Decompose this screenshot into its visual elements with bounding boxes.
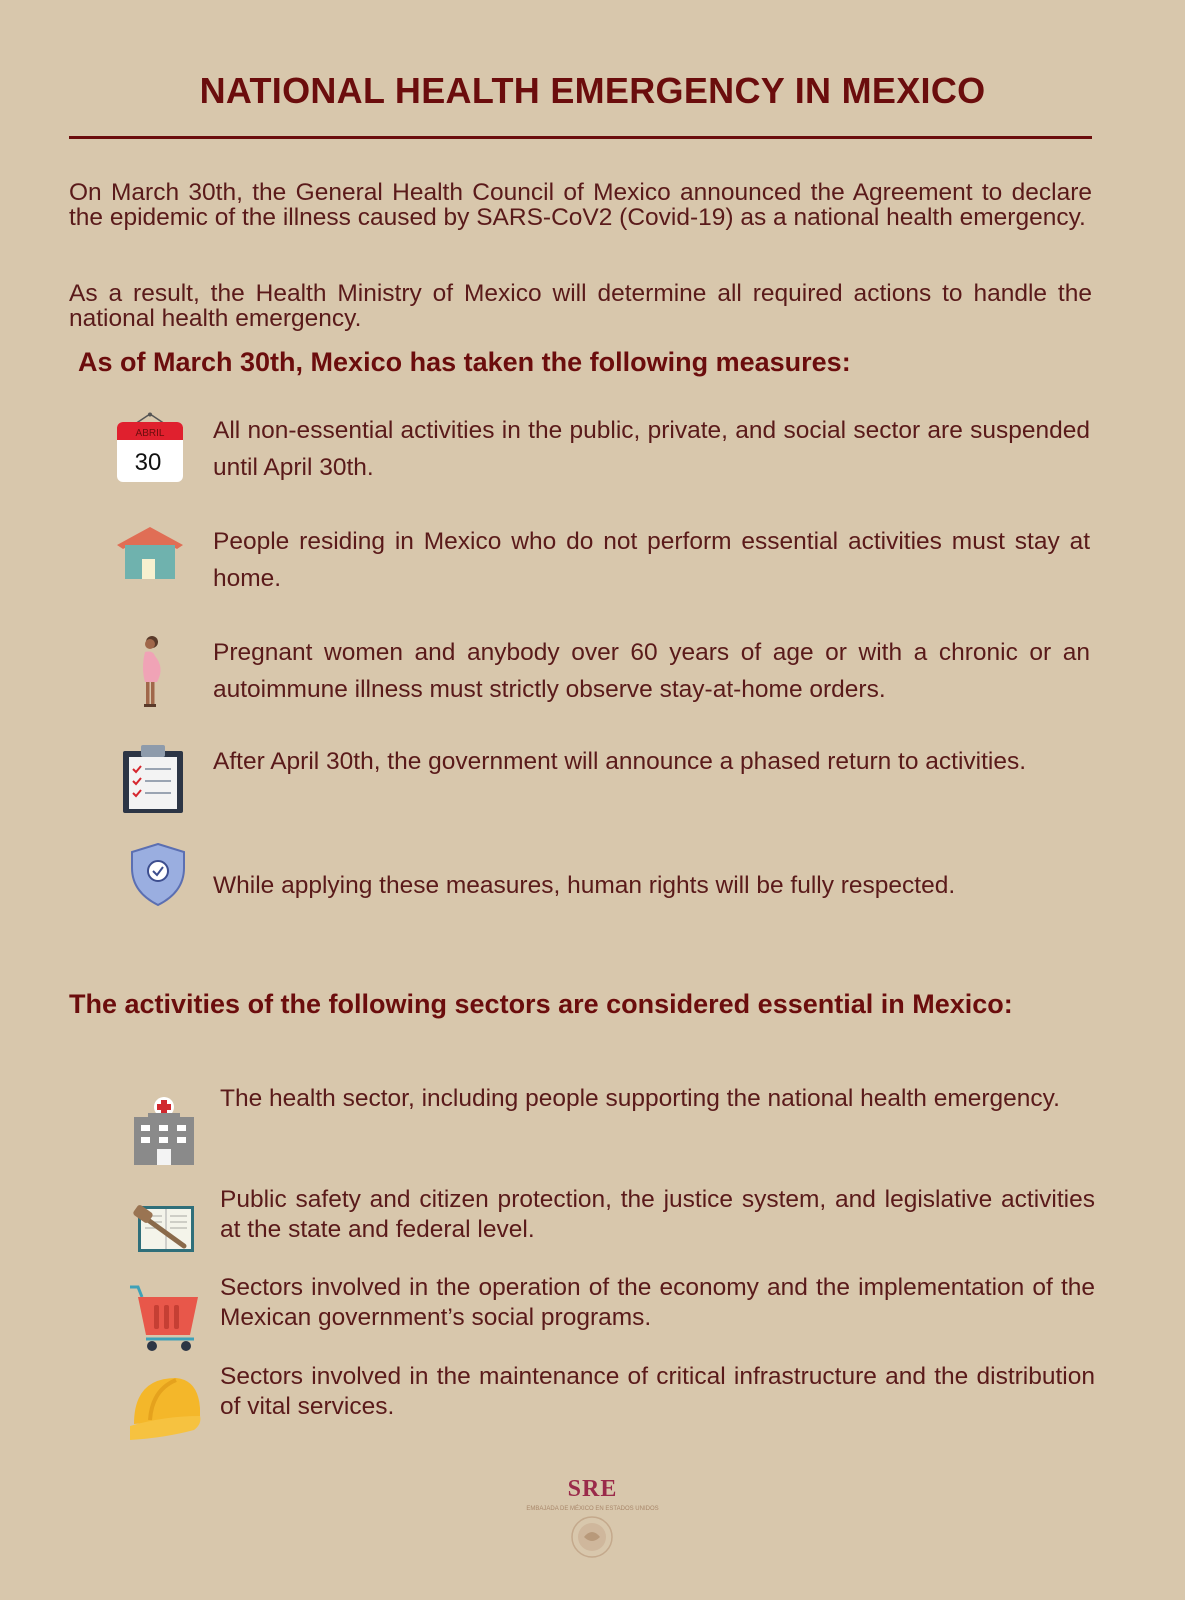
intro-paragraph-2: As a result, the Health Ministry of Mexico will determine all required actions to handle the national health emergency. [69, 280, 1092, 332]
calendar-day: 30 [134, 449, 162, 476]
sector-text: The health sector, including people supporting the national health emergency. [220, 1085, 1060, 1112]
measure-item [115, 412, 1090, 492]
measure-text: All non-essential activities in the public, private, and social sector are suspended until April 30th. [213, 417, 1090, 481]
intro-paragraph-1: On March 30th, the General Health Council of Mexico announced the Agreement to declare the epidemic of the illness caused by SARS-CoV2 (Covid-19) as a national health emergency. [69, 179, 1092, 231]
shield-check-icon [115, 843, 185, 923]
hospital-icon [128, 1095, 203, 1170]
calendar-icon [115, 412, 185, 492]
measure-text: After April 30th, the government will announce a phased return to activities. [213, 748, 1027, 775]
calendar-month: ABRIL [135, 428, 165, 439]
sector-text: Sectors involved in the operation of the economy and the implementation of the Mexican government’s social programs. [220, 1274, 1095, 1331]
hard-hat-icon [128, 1372, 203, 1447]
measure-item [115, 634, 1090, 714]
measure-text: While applying these measures, human rights will be fully respected. [213, 872, 956, 899]
measures-heading: As of March 30th, Mexico has taken the following measures: [78, 347, 851, 377]
clipboard-icon [115, 743, 185, 823]
sector-text: Public safety and citizen protection, the justice system, and legislative activities at the state and federal level. [220, 1186, 1095, 1243]
measure-item [115, 843, 1090, 923]
measure-item [115, 523, 1090, 603]
sre-logo-text: SRE [567, 1476, 618, 1502]
measure-text: People residing in Mexico who do not perform essential activities must stay at home. [213, 528, 1090, 592]
sector-item [128, 1186, 1095, 1275]
sectors-heading: The activities of the following sectors are considered essential in Mexico: [69, 989, 1013, 1019]
sector-item [128, 1274, 1095, 1358]
sre-logo [520, 1476, 665, 1576]
measure-text: Pregnant women and anybody over 60 years of age or with a chronic or an autoimmune illness must strictly observe stay-at-home orders. [213, 639, 1090, 703]
measure-item [115, 743, 1090, 823]
gavel-book-icon [128, 1200, 203, 1275]
shopping-cart-icon [128, 1283, 203, 1358]
sector-item [128, 1363, 1095, 1447]
house-icon [115, 523, 185, 603]
coat-of-arms-icon [520, 1513, 665, 1563]
sector-item [128, 1085, 1095, 1170]
page-title: NATIONAL HEALTH EMERGENCY IN MEXICO [199, 70, 986, 111]
sre-logo-subtitle: EMBAJADA DE MÉXICO EN ESTADOS UNIDOS [526, 1506, 659, 1512]
pregnant-woman-icon [115, 634, 185, 714]
title-divider [69, 136, 1092, 139]
sector-text: Sectors involved in the maintenance of critical infrastructure and the distribution of vital services. [220, 1363, 1095, 1420]
